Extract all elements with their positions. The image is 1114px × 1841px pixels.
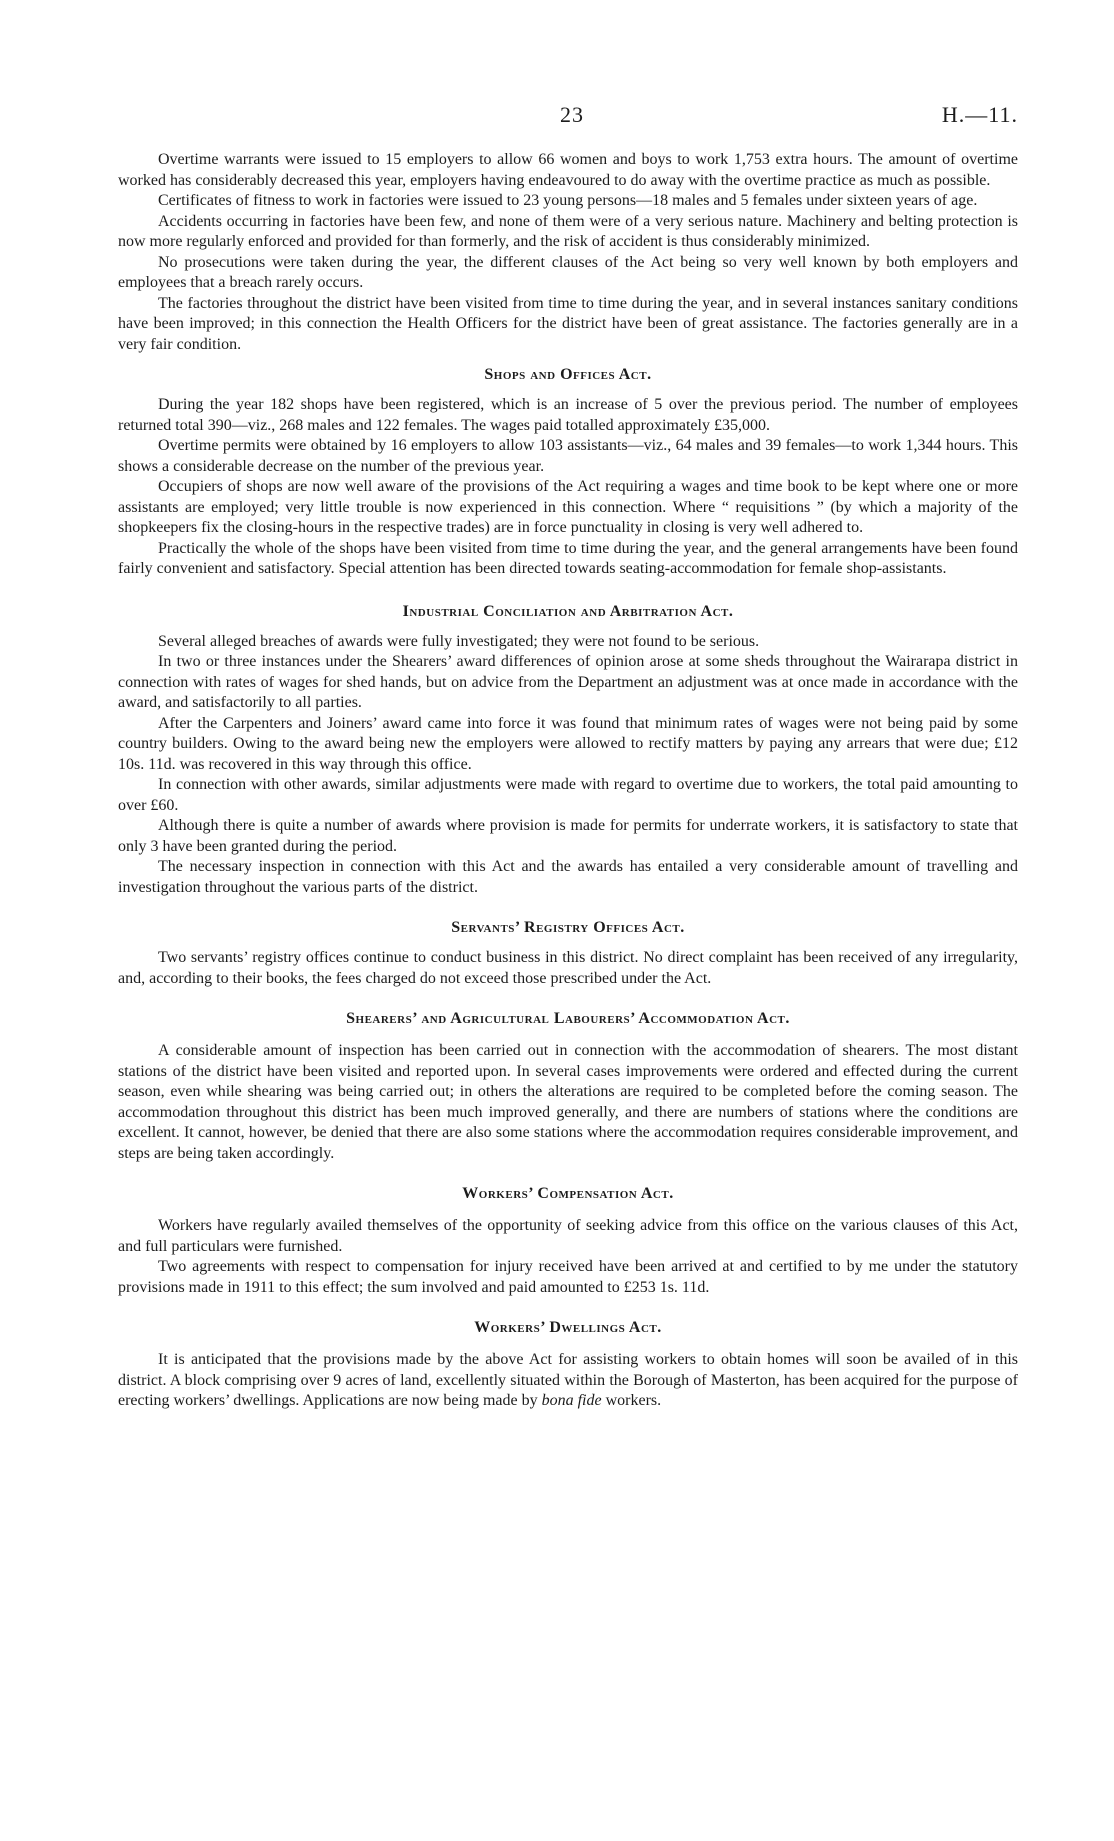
workers-compensation-section [118,1184,1018,1298]
paragraph: A considerable amount of inspection has been carried out in connection with the accommodation of shearers. The most distant stations of the district have been visited and reported upon. In several cases improvements were ordered and effected during the current season, even while shearing was being carried out; in others the alterations are required to be completed before the coming season. The accommodation throughout this district has been much improved generally, and there are numbers of stations where the conditions are excellent. It cannot, however, be denied that there are also some stations where the accommodation requires considerable improvement, and steps are being taken accordingly. [118,1042,1018,1162]
page-number: 23 [560,102,584,127]
paragraph: In two or three instances under the Shearers’ award differences of opinion arose at some sheds throughout the Wairarapa district in connection with rates of wages for shed hands, but on advice from the Department an adjustment was at once made in accordance with the award, and satisfactorily to all parties. [118,653,1018,711]
paragraph: Practically the whole of the shops have been visited from time to time during the year, and the general arrangements have been found fairly convenient and satisfactory. Special attention has been directed towards seating-accommodation for female shop-assistants. [118,539,1018,577]
workers-dwellings-section [118,1318,1018,1412]
section-heading: Servants’ Registry Offices Act. [451,919,685,936]
shearers-accommodation-section [118,1009,1018,1164]
shops-offices-section [118,365,1018,580]
paragraph: After the Carpenters and Joiners’ award came into force it was found that minimum rates of wages were not being paid by some country builders. Owing to the award being new the employers were allowed to rectify matters by paying any arrears that were due; £12 10s. 11d. was recovered in this way through this office. [118,714,1018,773]
section-heading: Industrial Conciliation and Arbitration Act. [402,602,734,620]
document-body [118,150,1018,1412]
section-heading: Shops and Offices Act. [484,366,652,383]
paragraph: The factories throughout the district have been visited from time to time during the year, and in several instances sanitary conditions have been improved; in this connection the Health Officers for the district have been of great assistance. The factories generally are in a very fair condition. [118,294,1018,353]
paragraph: The necessary inspection in connection with this Act and the awards has entailed a very considerable amount of travelling and investigation throughout the various parts of the district. [118,858,1018,896]
paragraph [118,1350,1018,1412]
section-heading: Workers’ Dwellings Act. [474,1319,662,1336]
paragraph: In connection with other awards, similar adjustments were made with regard to overtime due to workers, the total paid amounting to over £60. [118,776,1018,814]
paragraph: No prosecutions were taken during the year, the different clauses of the Act being so very well known by both employers and employees that a breach rarely occurs. [118,253,1018,291]
paragraph: Accidents occurring in factories have been few, and none of them were of a very serious nature. Machinery and belting protection is now more regularly enforced and provided for than formerly, and the risk of accident is thus considerably minimized. [118,212,1018,250]
section-heading: Workers’ Compensation Act. [462,1185,674,1202]
factories-section [118,150,1018,355]
paragraph-text: workers. [601,1392,662,1409]
registry-offices-section [118,918,1018,989]
paragraph: During the year 182 shops have been registered, which is an increase of 5 over the previous period. The number of employees returned total 390—viz., 268 males and 122 females. The wages paid totalled approximately £35,000. [118,396,1018,434]
paragraph: Several alleged breaches of awards were fully investigated; they were not found to be serious. [158,632,760,650]
italic-text: bona fide [541,1392,602,1409]
paragraph: Certificates of fitness to work in factories were issued to 23 young persons—18 males and 5 females under sixteen years of age. [158,192,978,209]
paragraph: Overtime permits were obtained by 16 employers to allow 103 assistants—viz., 64 males and 39 females—to work 1,344 hours. This shows a considerable decrease on the number of the previous year. [118,437,1018,475]
paragraph: Two agreements with respect to compensation for injury received have been arrived at and certified to by me under the statutory provisions made in 1911 to this effect; the sum involved and paid amounted to £253 1s. 11d. [118,1258,1018,1296]
paragraph: Occupiers of shops are now well aware of the provisions of the Act requiring a wages and time book to be kept where one or more assistants are employed; very little trouble is now experienced in this connection. Where “ requisitions ” (by which a majority of the shopkeepers fix the closing-hours in the respective trades) are in force punctuality in closing is very well adhered to. [118,478,1018,536]
paragraph: Although there is quite a number of awards where provision is made for permits for underrate workers, it is satisfactory to state that only 3 have been granted during the period. [118,817,1018,855]
paragraph: Two servants’ registry offices continue to conduct business in this district. No direct complaint has been received of any irregularity, and, according to their books, the fees charged do not exceed those prescribed under the Act. [118,949,1018,987]
section-heading: Shearers’ and Agricultural Labourers’ Accommodation Act. [346,1010,790,1027]
paragraph: Workers have regularly availed themselves of the opportunity of seeking advice from this office on the various clauses of this Act, and full particulars were furnished. [118,1217,1018,1255]
arbitration-section [118,602,1018,899]
paragraph: Overtime warrants were issued to 15 employers to allow 66 women and boys to work 1,753 extra hours. The amount of overtime worked has considerably decreased this year, employers having endeavoured to do away with the overtime practice as much as possible. [118,151,1018,189]
page-header [0,102,1114,136]
paragraph-text: It is anticipated that the provisions made by the above Act for assisting workers to obtain homes will soon be availed of in this district. A block comprising over 9 acres of land, excellently situated within the Borough of Masterton, has been acquired for the purpose of erecting workers’ dwellings. Applications are now being made by [118,1351,1018,1409]
report-code: H.—11. [941,102,1018,127]
